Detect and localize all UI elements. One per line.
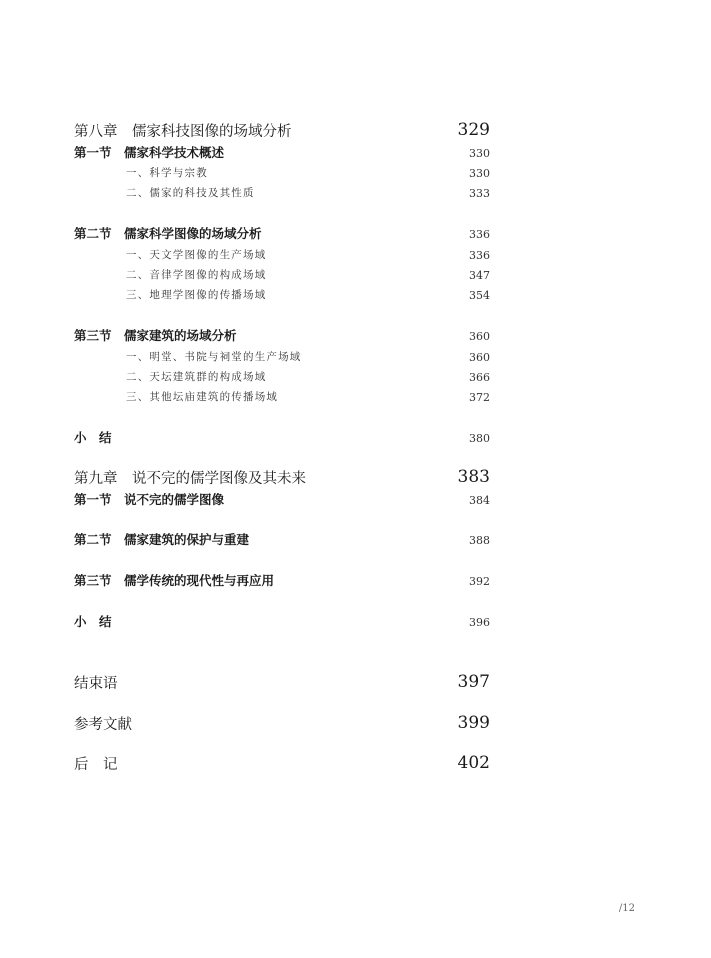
toc-summary (0, 610, 711, 634)
toc-title: 第二节 儒家科学图像的场域分析 (74, 226, 262, 241)
toc-title: 二、天坛建筑群的构成场域 (126, 371, 267, 383)
toc-title: 二、音律学图像的构成场域 (126, 269, 267, 281)
toc-page-number: 330 (469, 147, 490, 160)
toc-title: 第三节 儒家建筑的场域分析 (74, 328, 237, 343)
toc-title: 参考文献 (74, 717, 132, 733)
toc-title: 一、科学与宗教 (126, 167, 208, 179)
toc-section (0, 528, 711, 552)
toc-title: 结束语 (74, 676, 118, 692)
toc-title: 第一节 说不完的儒学图像 (74, 492, 225, 507)
toc-title: 一、天文学图像的生产场域 (126, 249, 267, 261)
toc-summary (0, 426, 711, 450)
toc-page-number: 333 (469, 187, 490, 200)
toc-page-number: 384 (469, 494, 490, 507)
toc-title: 第八章 儒家科技图像的场域分析 (74, 124, 292, 140)
toc-title: 三、其他坛庙建筑的传播场域 (126, 391, 279, 403)
toc-page-number: 392 (469, 575, 490, 588)
toc-page-number: 329 (457, 120, 490, 140)
toc-page-number: 388 (469, 534, 490, 547)
toc-page-number: 347 (469, 269, 490, 282)
toc-title: 一、明堂、书院与祠堂的生产场域 (126, 351, 302, 363)
toc-page-number: 366 (469, 371, 490, 384)
toc-page-number: 380 (469, 432, 490, 445)
page-folio: /12 (618, 903, 635, 914)
toc-subsection (0, 385, 711, 409)
toc-postscript (0, 753, 711, 777)
toc-references (0, 713, 711, 737)
toc-title: 小 结 (74, 614, 112, 629)
toc-epilogue (0, 672, 711, 696)
toc-page-number: 330 (469, 167, 490, 180)
toc-subsection (0, 181, 711, 205)
toc-page-number: 336 (469, 249, 490, 262)
toc-page-number: 383 (457, 467, 490, 487)
toc-subsection (0, 283, 711, 307)
toc-title: 第九章 说不完的儒学图像及其未来 (74, 471, 306, 487)
toc-page-number: 336 (469, 228, 490, 241)
toc-title: 第二节 儒家建筑的保护与重建 (74, 532, 250, 547)
toc-section (0, 569, 711, 593)
toc-section (0, 488, 711, 512)
toc-page-number: 360 (469, 330, 490, 343)
toc-page-number: 360 (469, 351, 490, 364)
toc-title: 小 结 (74, 430, 112, 445)
toc-title: 第一节 儒家科学技术概述 (74, 145, 225, 160)
toc-title: 第三节 儒学传统的现代性与再应用 (74, 573, 275, 588)
toc-page-number: 402 (457, 753, 490, 773)
toc-title: 三、地理学图像的传播场域 (126, 289, 267, 301)
toc-page-number: 399 (457, 713, 490, 733)
toc-title: 二、儒家的科技及其性质 (126, 187, 255, 199)
toc-page-number: 396 (469, 616, 490, 629)
toc-page-number: 354 (469, 289, 490, 302)
toc-page-number: 397 (457, 672, 490, 692)
toc-page-number: 372 (469, 391, 490, 404)
toc-title: 后 记 (74, 757, 118, 773)
